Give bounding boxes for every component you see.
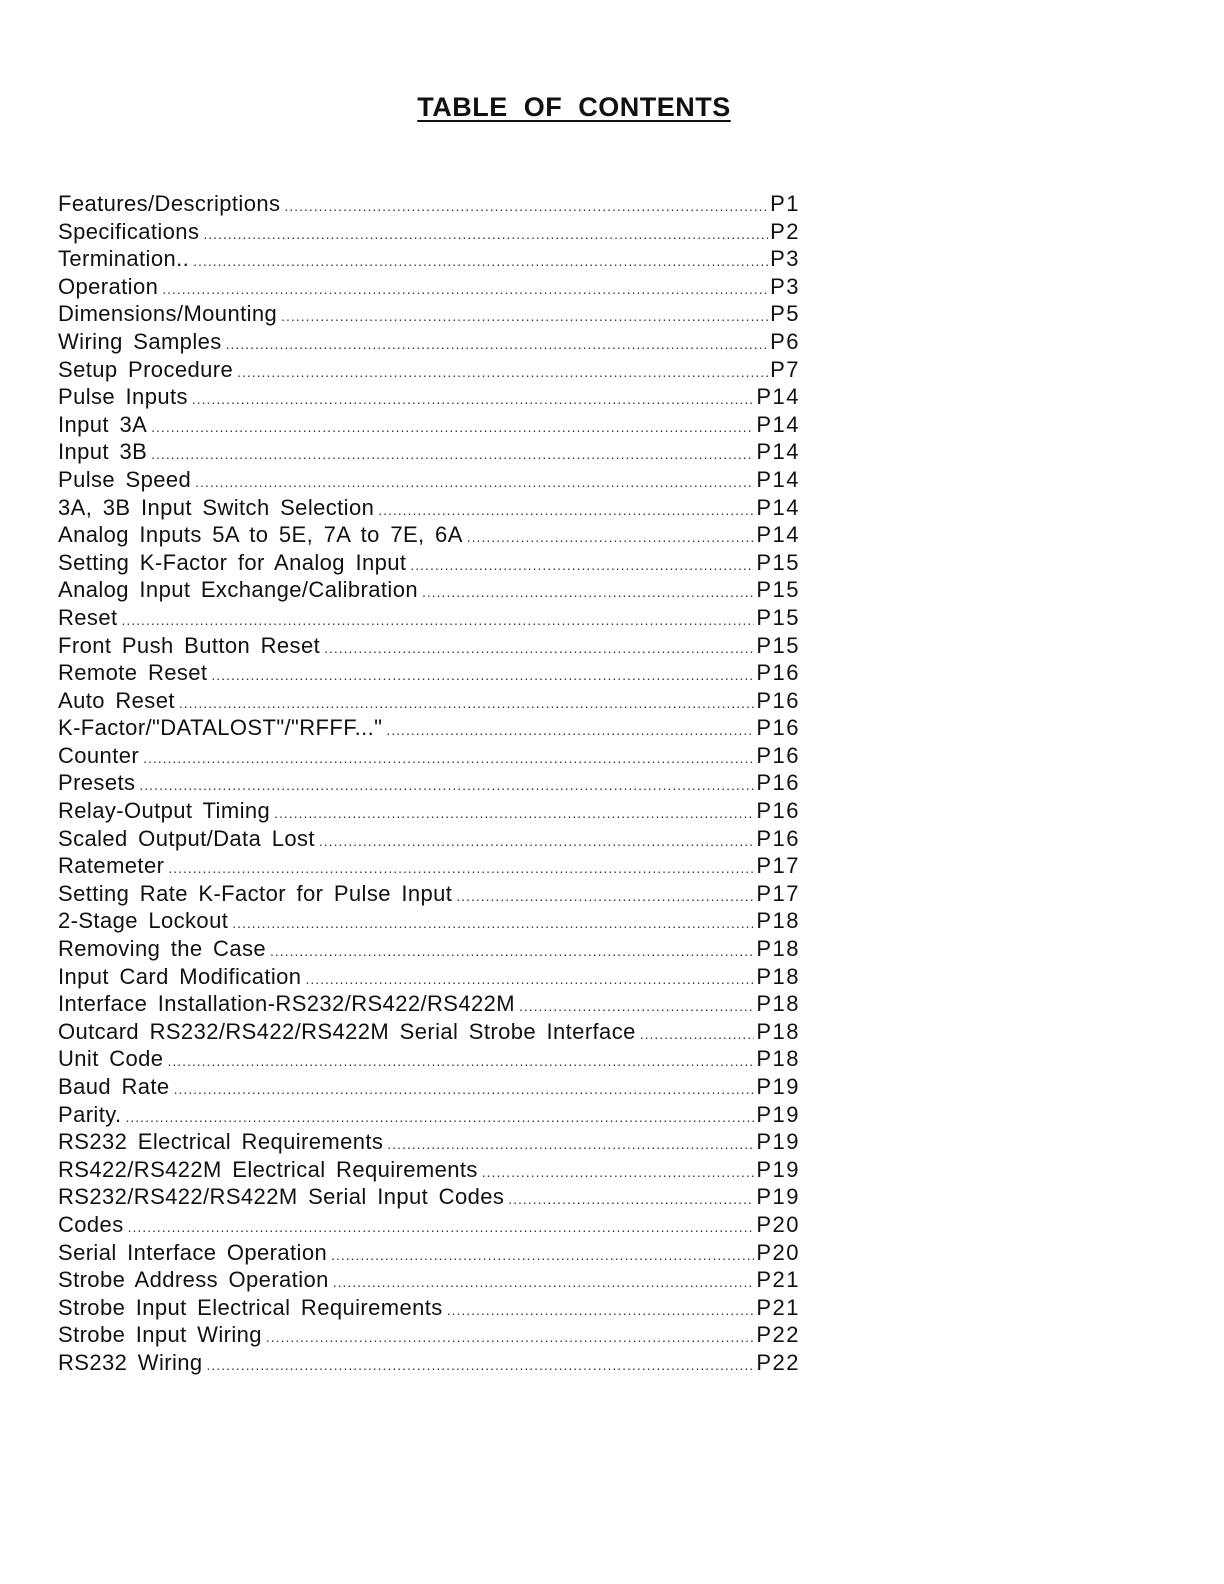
toc-entry (58, 1239, 800, 1267)
toc-entry-label: Analog Input Exchange/Calibration (58, 577, 418, 603)
toc-entry-page: P14 (756, 384, 800, 410)
toc-entry-page: P19 (756, 1184, 800, 1210)
page-title: TABLE OF CONTENTS (417, 92, 731, 123)
toc-entry-page: P1 (770, 191, 800, 216)
toc-entry-page: P14 (756, 439, 800, 465)
toc-entry (58, 714, 800, 742)
toc-entry-page: P21 (756, 1294, 800, 1320)
toc-entry-page: P18 (756, 936, 800, 962)
dot-leader (333, 1269, 755, 1297)
toc-entry-label: Input 3B (58, 439, 148, 465)
toc-entry-label: Auto Reset (58, 687, 175, 713)
toc-entry (58, 935, 800, 963)
toc-entry (58, 549, 800, 577)
toc-entry-page: P18 (756, 963, 800, 989)
toc-entry-page: P18 (756, 1046, 800, 1072)
dot-leader (324, 635, 754, 663)
dot-leader (128, 1214, 755, 1242)
toc-entry-label: Baud Rate (58, 1074, 170, 1099)
toc-entry-label: Scaled Output/Data Lost (58, 825, 315, 851)
dot-leader (179, 690, 755, 718)
toc-entry (58, 1211, 800, 1239)
toc-entry (58, 825, 800, 853)
toc-entry-page: P22 (756, 1322, 800, 1348)
dot-leader (467, 524, 755, 552)
toc-entry-page: P16 (756, 715, 800, 741)
toc-entry (58, 1266, 800, 1294)
toc-entry (58, 383, 800, 411)
toc-entry-label: Strobe Address Operation (58, 1267, 329, 1293)
dot-leader (274, 800, 754, 828)
toc-entry-label: Reset (58, 604, 118, 630)
dot-leader (319, 828, 754, 856)
toc-entry (58, 466, 800, 494)
dot-leader (232, 910, 754, 938)
toc-entry-label: Termination.. (58, 246, 190, 272)
toc-entry-page: P16 (756, 660, 800, 686)
toc-entry (58, 356, 800, 384)
toc-entry (58, 990, 800, 1018)
toc-entry-page: P17 (756, 880, 800, 906)
toc-entry (58, 273, 800, 301)
toc-entry-label: Outcard RS232/RS422/RS422M Serial Strobe Interface (58, 1018, 636, 1044)
toc-entry-page: P16 (756, 742, 800, 768)
toc-entry (58, 604, 800, 632)
toc-entry-page: P2 (770, 218, 800, 244)
dot-leader (174, 1076, 755, 1104)
dot-leader (508, 1186, 754, 1214)
toc-entry-label: 2-Stage Lockout (58, 908, 229, 934)
toc-entry-page: P18 (756, 908, 800, 934)
dot-leader (143, 745, 754, 773)
toc-entry (58, 576, 800, 604)
toc-entry-label: Pulse Inputs (58, 384, 188, 410)
dot-leader (226, 331, 768, 359)
toc-entry (58, 1349, 800, 1377)
toc-entry-label: Setting K-Factor for Analog Input (58, 549, 407, 575)
toc-entry (58, 218, 800, 246)
toc-entry (58, 245, 800, 273)
dot-leader (139, 772, 754, 800)
toc-entry (58, 1156, 800, 1184)
toc-entry-label: Input 3A (58, 411, 148, 437)
toc-entry-page: P14 (756, 411, 800, 437)
dot-leader (281, 303, 768, 331)
dot-leader (203, 221, 768, 249)
dot-leader (195, 469, 754, 497)
toc-entry-page: P20 (756, 1211, 800, 1237)
dot-leader (192, 386, 754, 414)
dot-leader (167, 1048, 754, 1076)
toc-entry-page: P6 (770, 328, 800, 354)
toc-entry-label: Analog Inputs 5A to 5E, 7A to 7E, 6A (58, 522, 463, 548)
toc-entry-label: Unit Code (58, 1046, 164, 1072)
toc-entry-label: Parity. (58, 1101, 122, 1127)
toc-entry-page: P22 (756, 1349, 800, 1375)
toc-entry-label: RS232/RS422/RS422M Serial Input Codes (58, 1184, 505, 1210)
toc-entry (58, 494, 800, 522)
toc-entry-label: Features/Descriptions (58, 191, 281, 216)
toc-entry-label: Relay-Output Timing (58, 798, 271, 824)
dot-leader (266, 1324, 754, 1352)
toc-entry (58, 300, 800, 328)
toc-entry-label: 3A, 3B Input Switch Selection (58, 494, 375, 520)
toc-entry (58, 797, 800, 825)
toc-entry (58, 1321, 800, 1349)
toc-entry-page: P14 (756, 522, 800, 548)
toc-entry-page: P15 (756, 632, 800, 658)
toc-entry-page: P15 (756, 577, 800, 603)
toc-entry (58, 190, 800, 218)
toc-entry (58, 1045, 800, 1073)
toc-entry-label: Specifications (58, 218, 200, 244)
toc-entry (58, 687, 800, 715)
toc-entry-page: P17 (756, 853, 800, 879)
toc-entry (58, 1183, 800, 1211)
dot-leader (207, 1352, 755, 1380)
dot-leader (447, 1297, 755, 1325)
dot-leader (270, 938, 754, 966)
toc-entry-page: P21 (756, 1267, 800, 1293)
toc-entry-page: P16 (756, 825, 800, 851)
dot-leader (456, 883, 754, 911)
toc-entry-page: P15 (756, 549, 800, 575)
dot-leader (121, 607, 754, 635)
dot-leader (151, 414, 754, 442)
toc-entry (58, 1073, 800, 1101)
toc-entry-page: P14 (756, 494, 800, 520)
toc-entry-label: Remote Reset (58, 660, 208, 686)
dot-leader (168, 855, 754, 883)
toc-entry-page: P16 (756, 798, 800, 824)
toc-entry (58, 852, 800, 880)
toc-entry-label: Input Card Modification (58, 963, 302, 989)
toc-entry-label: Strobe Input Wiring (58, 1322, 262, 1348)
dot-leader (331, 1242, 754, 1270)
dot-leader (387, 1131, 754, 1159)
toc-entry-page: P19 (756, 1129, 800, 1155)
dot-leader (193, 248, 768, 276)
toc-entry (58, 328, 800, 356)
toc-entry (58, 411, 800, 439)
toc-entry (58, 907, 800, 935)
toc-entry-page: P15 (756, 604, 800, 630)
toc-entry-page: P20 (756, 1239, 800, 1265)
toc-entry-label: Dimensions/Mounting (58, 301, 278, 327)
toc-entry-page: P7 (770, 356, 800, 382)
toc-entry-label: Strobe Input Electrical Requirements (58, 1294, 443, 1320)
dot-leader (640, 1021, 755, 1049)
dot-leader (378, 497, 754, 525)
toc-entry (58, 769, 800, 797)
toc-entry (58, 1101, 800, 1129)
toc-entry-label: RS232 Electrical Requirements (58, 1129, 384, 1155)
dot-leader (422, 579, 754, 607)
toc-entry-label: Setting Rate K-Factor for Pulse Input (58, 880, 453, 906)
dot-leader (386, 717, 754, 745)
toc-entry (58, 742, 800, 770)
toc-entry-page: P18 (756, 1018, 800, 1044)
toc-entry (58, 438, 800, 466)
toc-entry-page: P19 (756, 1156, 800, 1182)
toc-entry (58, 1018, 800, 1046)
dot-leader (410, 552, 754, 580)
dot-leader (284, 193, 768, 221)
toc-entry-label: RS422/RS422M Electrical Requirements (58, 1156, 478, 1182)
toc-entry-page: P19 (756, 1101, 800, 1127)
toc-entry-page: P3 (770, 273, 800, 299)
toc-entry (58, 632, 800, 660)
toc-entry (58, 659, 800, 687)
dot-leader (237, 359, 768, 387)
toc-entry (58, 880, 800, 908)
toc-entry (58, 1128, 800, 1156)
dot-leader (211, 662, 754, 690)
toc-entry-label: Pulse Speed (58, 466, 192, 492)
toc-entry-page: P16 (756, 687, 800, 713)
toc-entry-label: Operation (58, 273, 159, 299)
toc-entry-label: Presets (58, 770, 136, 796)
toc-entry-page: P14 (756, 466, 800, 492)
dot-leader (519, 993, 754, 1021)
toc-entry-label: Setup Procedure (58, 356, 234, 382)
dot-leader (482, 1159, 755, 1187)
toc-entry-label: Codes (58, 1211, 124, 1237)
dot-leader (305, 966, 754, 994)
toc-entry-label: Interface Installation-RS232/RS422/RS422M (58, 991, 515, 1017)
toc-entry-label: RS232 Wiring (58, 1349, 203, 1375)
toc-entry (58, 1294, 800, 1322)
table-of-contents (58, 190, 800, 1377)
toc-entry-label: Serial Interface Operation (58, 1239, 328, 1265)
toc-entry-page: P19 (756, 1074, 800, 1099)
toc-entry-page: P5 (770, 301, 800, 327)
toc-entry-page: P3 (770, 246, 800, 272)
toc-entry-page: P16 (756, 770, 800, 796)
dot-leader (162, 276, 768, 304)
dot-leader (151, 441, 754, 469)
toc-entry-label: Counter (58, 742, 140, 768)
toc-entry-label: Front Push Button Reset (58, 632, 321, 658)
toc-entry-label: K-Factor/"DATALOST"/"RFFF..." (58, 715, 383, 741)
dot-leader (126, 1104, 755, 1132)
toc-entry-page: P18 (756, 991, 800, 1017)
toc-entry-label: Ratemeter (58, 853, 165, 879)
toc-entry (58, 963, 800, 991)
toc-entry-label: Removing the Case (58, 936, 267, 962)
toc-entry (58, 521, 800, 549)
toc-entry-label: Wiring Samples (58, 328, 222, 354)
